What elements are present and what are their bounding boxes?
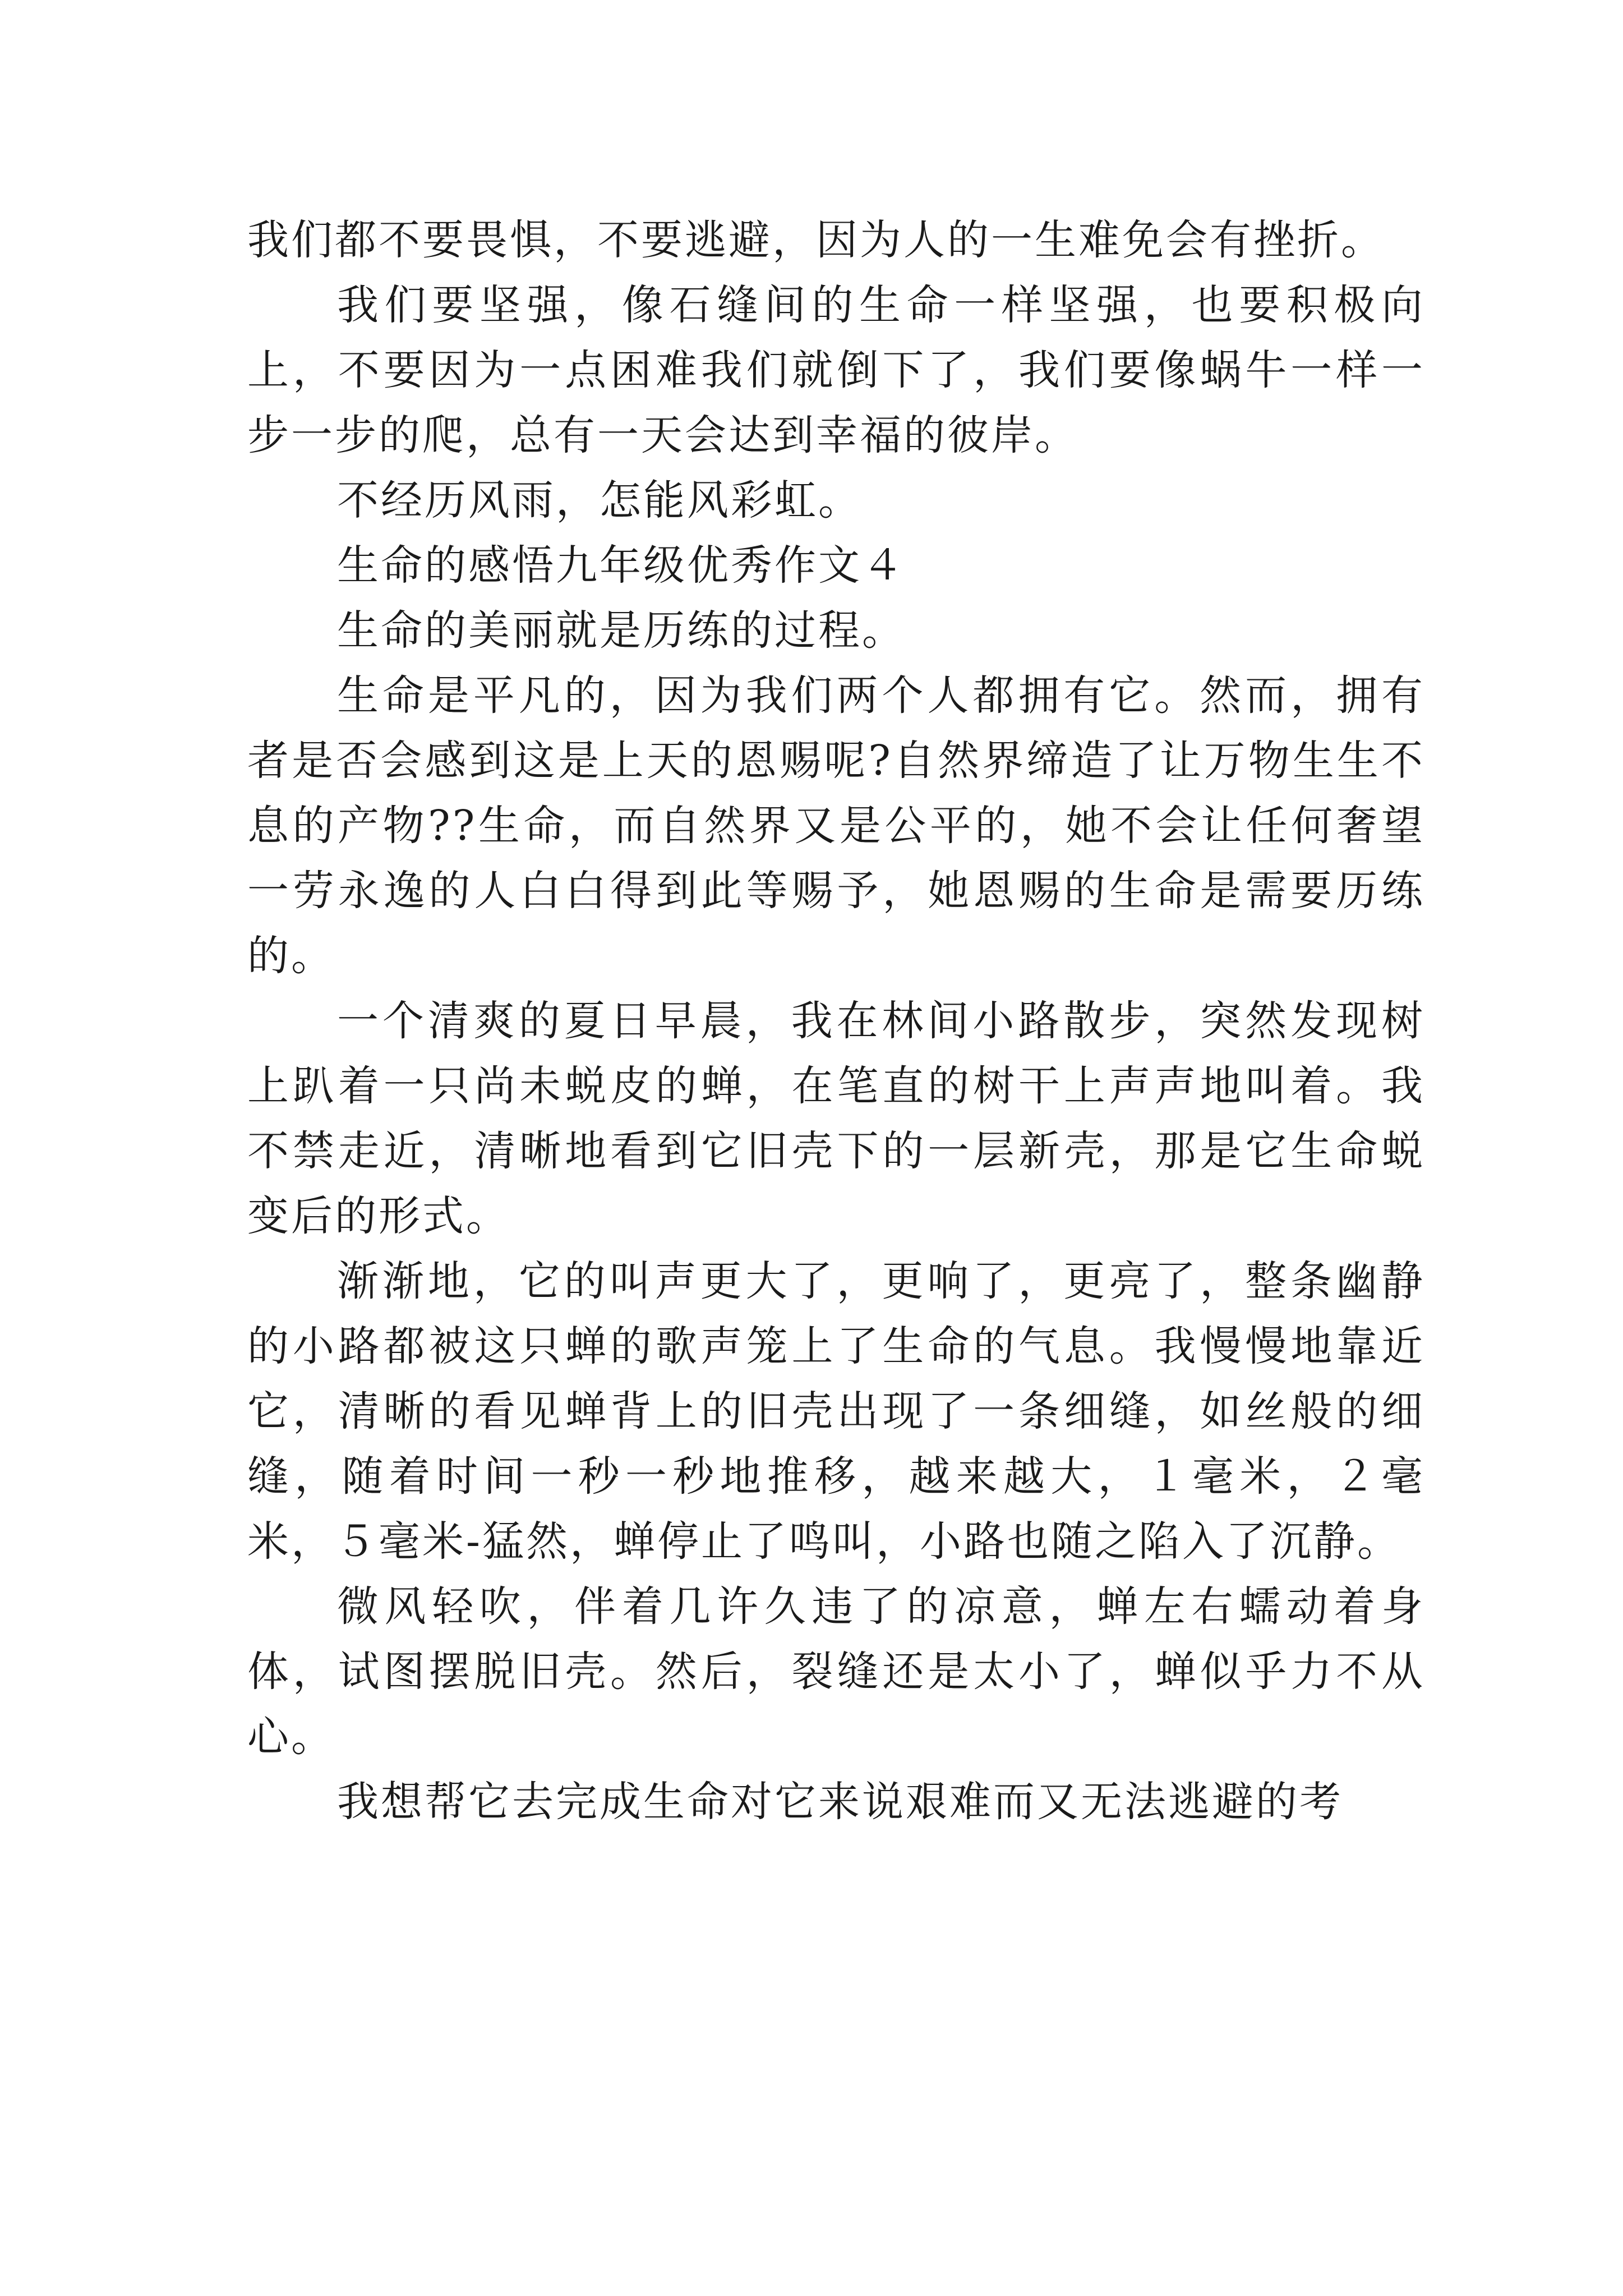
- paragraph: 生命是平凡的，因为我们两个人都拥有它。然而，拥有者是否会感到这是上天的恩赐呢?自然界缔造了让万物生生不息的产物??生命，而自然界又是公平的，她不会让任何奢望一劳永逸的人白白得到此等赐予，她恩赐的生命是需要历练的。: [247, 671, 1425, 980]
- paragraph: 微风轻吹，伴着几许久违了的凉意，蝉左右蠕动着身体，试图摆脱旧壳。然后，裂缝还是太小了，蝉似乎力不从心。: [247, 1582, 1425, 1761]
- paragraph: 渐渐地，它的叫声更大了，更响了，更亮了，整条幽静的小路都被这只蝉的歌声笼上了生命的气息。我慢慢地靠近它，清晰的看见蝉背上的旧壳出现了一条细缝，如丝般的细缝，随着时间一秒一秒地推移，越来越大，１毫米，２毫米，５毫米-猛然，蝉停止了鸣叫，小路也随之陷入了沉静。: [247, 1257, 1425, 1566]
- paragraph: 我想帮它去完成生命对它来说艰难而又无法逃避的考: [337, 1778, 1343, 1826]
- paragraph: 我们都不要畏惧，不要逃避，因为人的一生难免会有挫折。: [247, 216, 1385, 264]
- paragraph: 生命的美丽就是历练的过程。: [337, 606, 906, 655]
- paragraph: 不经历风雨，怎能风彩虹。: [337, 476, 862, 524]
- paragraph: 我们要坚强，像石缝间的生命一样坚强，也要积极向上，不要因为一点困难我们就倒下了，我们要像蜗牛一样一步一步的爬，总有一天会达到幸福的彼岸。: [247, 281, 1425, 459]
- paragraph: 一个清爽的夏日早晨，我在林间小路散步，突然发现树上趴着一只尚未蜕皮的蝉，在笔直的树干上声声地叫着。我不禁走近，清晰地看到它旧壳下的一层新壳，那是它生命蜕变后的形式。: [247, 997, 1425, 1240]
- body-text: [247, 208, 1425, 1834]
- section-heading: 生命的感悟九年级优秀作文４: [337, 541, 906, 590]
